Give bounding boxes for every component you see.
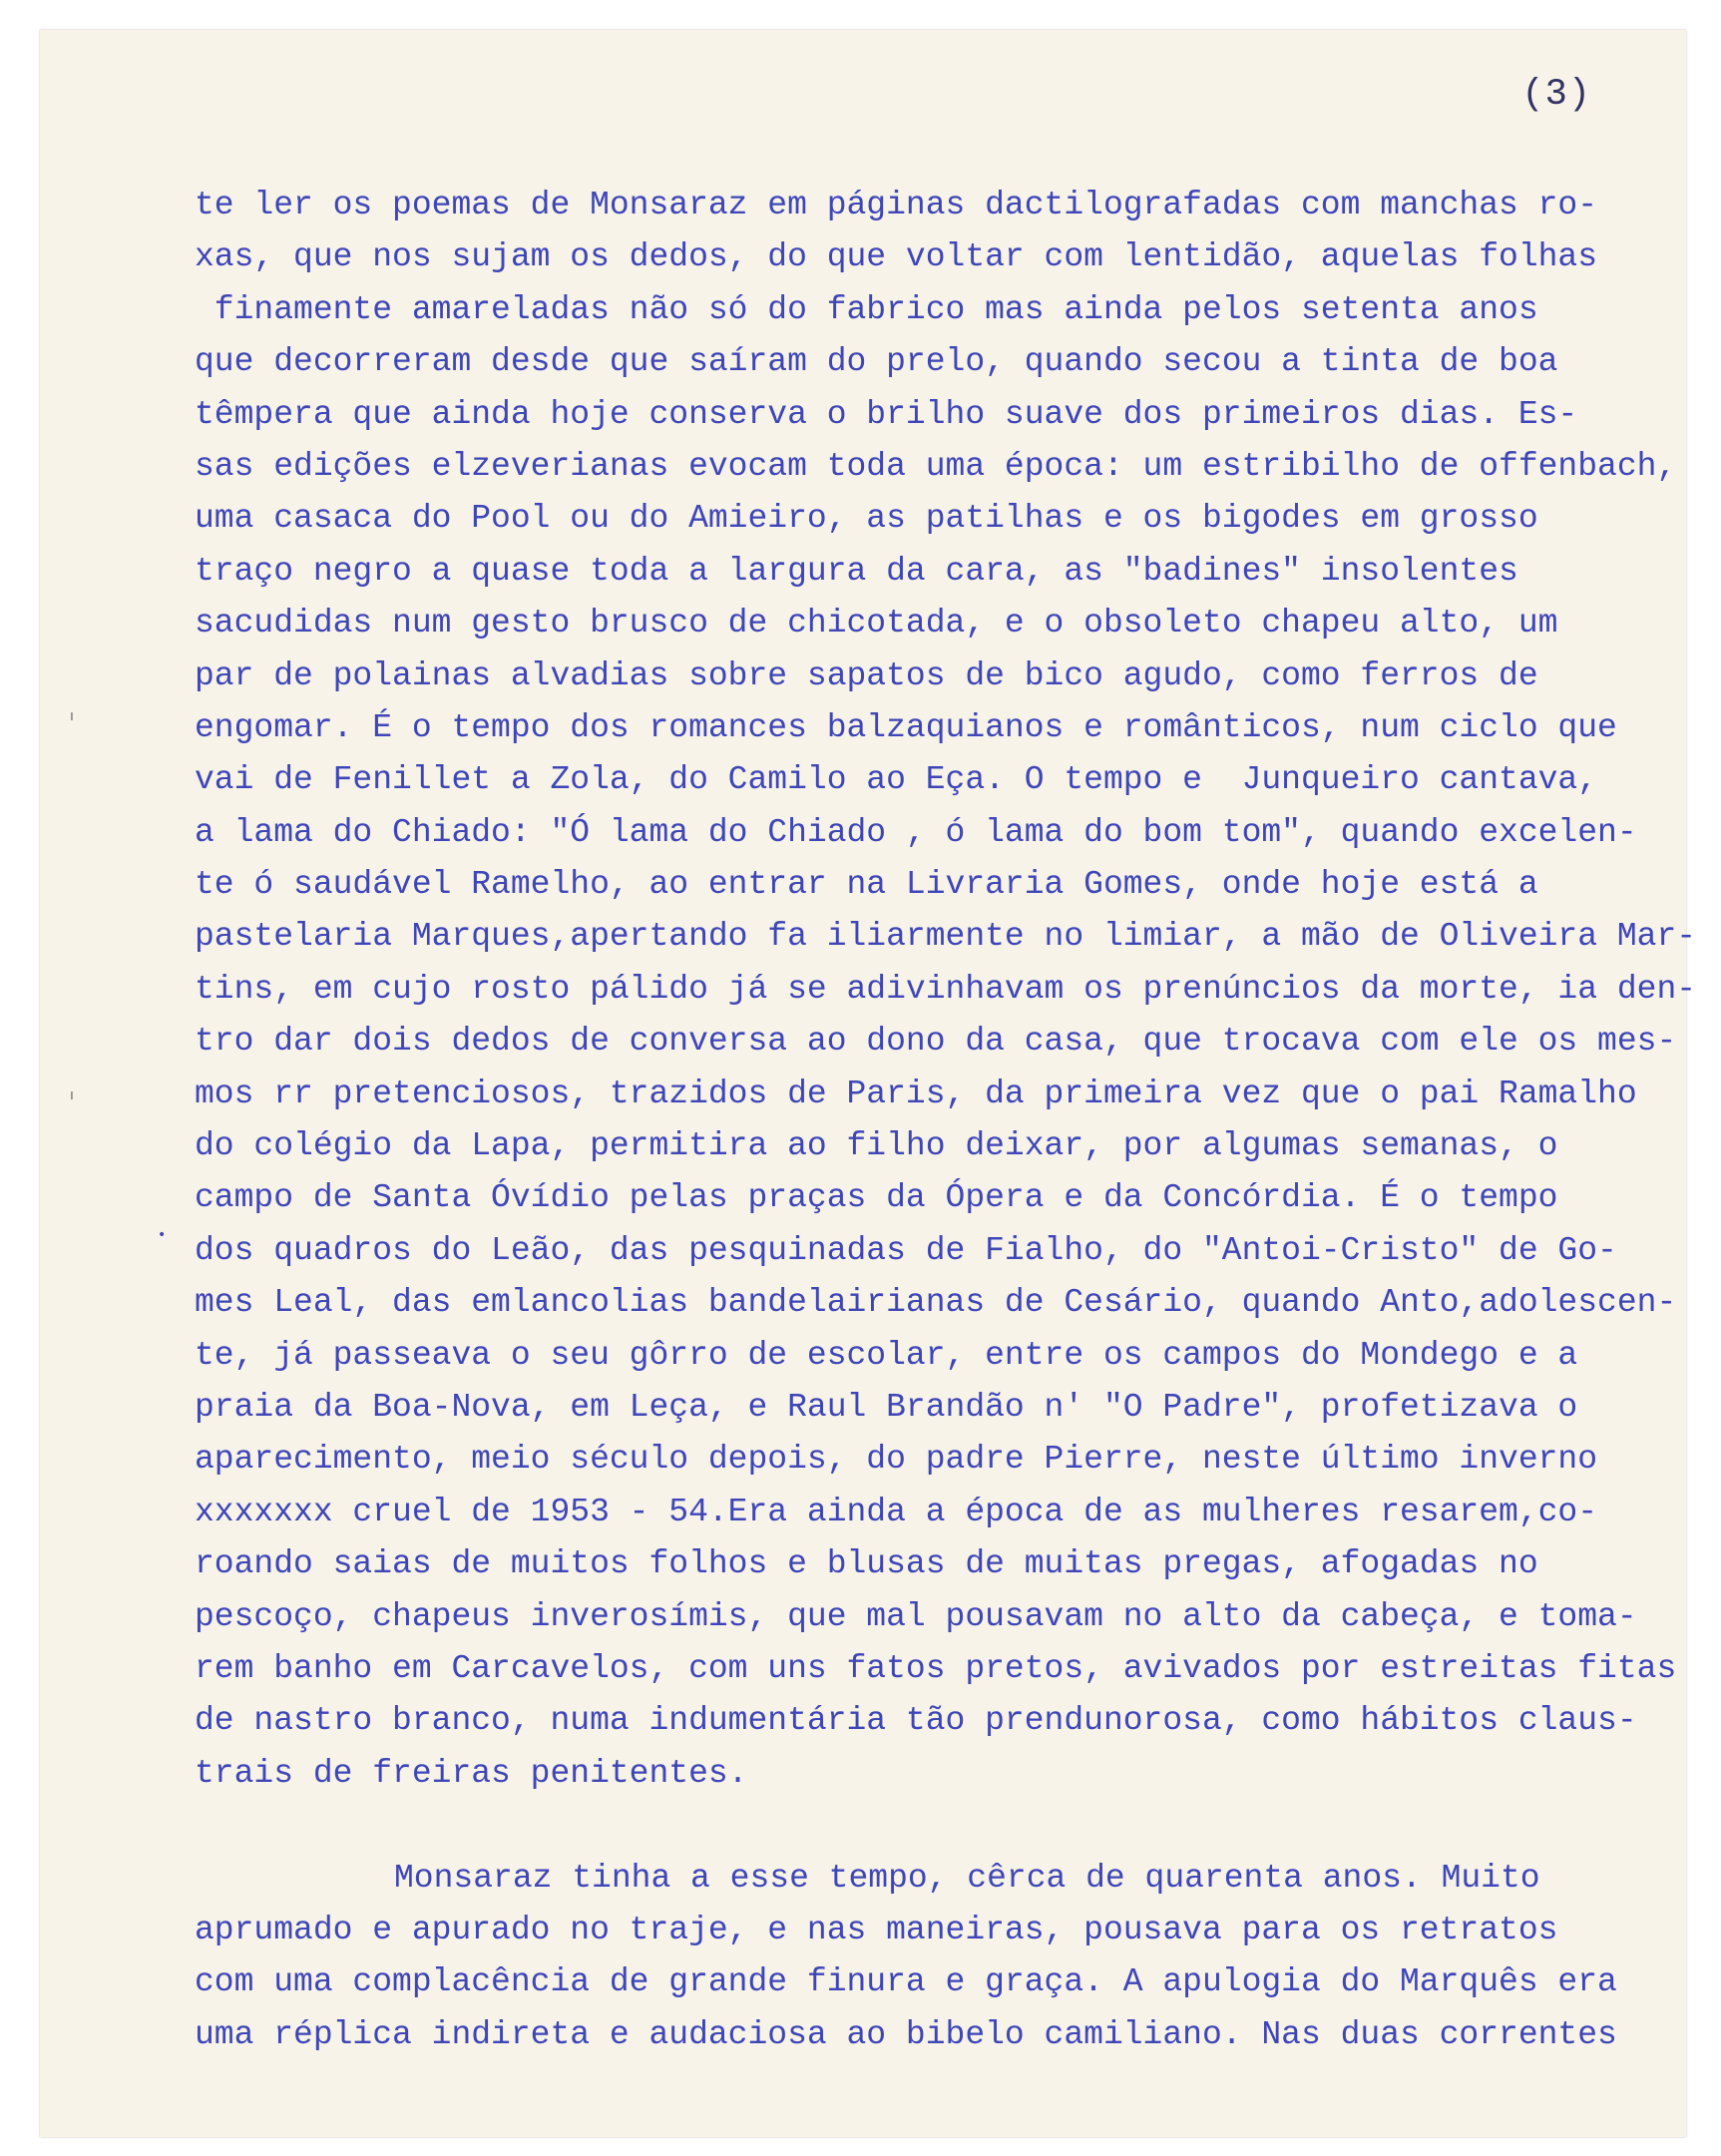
text-line: mos rr pretenciosos, trazidos de Paris, da primeira vez que o pai Ramalho (195, 1075, 1637, 1112)
text-line: uma casaca do Pool ou do Amieiro, as patilhas e os bigodes em grosso (195, 500, 1538, 538)
margin-mark: • (158, 1227, 167, 1243)
paragraph-2 (195, 1853, 1711, 2062)
text-line: xas, que nos sujam os dedos, do que voltar com lentidão, aquelas folhas (195, 238, 1598, 276)
text-line: que decorreram desde que saíram do prelo, quando secou a tinta de boa (195, 343, 1558, 381)
page-number: (3) (1521, 74, 1591, 116)
text-line: aprumado e apurado no traje, e nas maneiras, pousava para os retratos (195, 1911, 1558, 1948)
paragraph-break (195, 1800, 1711, 1852)
text-line: roando saias de muitos folhos e blusas de muitas pregas, afogadas no (195, 1545, 1538, 1583)
text-line: vai de Fenillet a Zola, do Camilo ao Eça. O tempo e Junqueiro cantava, (195, 761, 1598, 799)
text-line: finamente amareladas não só do fabrico mas ainda pelos setenta anos (195, 290, 1538, 328)
text-line: tro dar dois dedos de conversa ao dono da casa, que trocava com ele os mes- (195, 1023, 1677, 1061)
text-line: têmpera que ainda hoje conserva o brilho suave dos primeiros dias. Es- (195, 395, 1578, 433)
margin-mark: ı (70, 1087, 74, 1103)
text-line: campo de Santa Óvídio pelas praças da Ópera e da Concórdia. É o tempo (195, 1179, 1558, 1217)
text-line: te, já passeava o seu gôrro de escolar, entre os campos do Mondego e a (195, 1336, 1578, 1374)
paragraph-1 (195, 180, 1711, 1800)
text-line: de nastro branco, numa indumentária tão prendunorosa, como hábitos claus- (195, 1702, 1637, 1740)
text-line: sacudidas num gesto brusco de chicotada, e o obsoleto chapeu alto, um (195, 605, 1558, 643)
text-line: rem banho em Carcavelos, com uns fatos pretos, avivados por estreitas fitas (195, 1649, 1677, 1687)
margin-mark: ı (70, 708, 74, 724)
text-line: a lama do Chiado: "Ó lama do Chiado , ó lama do bom tom", quando excelen- (195, 813, 1637, 851)
text-line: te ler os poemas de Monsaraz em páginas dactilografadas com manchas ro- (195, 187, 1598, 223)
text-line: sas edições elzeverianas evocam toda uma época: um estribilho de offenbach, (195, 447, 1677, 485)
text-line: mes Leal, das emlancolias bandelairianas de Cesário, quando Anto,adolescen- (195, 1284, 1677, 1322)
text-line: pastelaria Marques,apertando fa iliarmente no limiar, a mão de Oliveira Mar- (195, 918, 1697, 956)
text-line: dos quadros do Leão, das pesquinadas de Fialho, do "Antoi-Cristo" de Go- (195, 1231, 1617, 1269)
text-line: Monsaraz tinha a esse tempo, cêrca de quarenta anos. Muito (394, 1859, 1540, 1897)
text-line: tins, em cujo rosto pálido já se adivinhavam os prenúncios da morte, ia den- (195, 970, 1697, 1008)
text-line: com uma complacência de grande finura e graça. A apulogia do Marquês era (195, 1963, 1617, 2001)
text-line: traço negro a quase toda a largura da cara, as "badines" insolentes (195, 552, 1518, 590)
text-line: trais de freiras penitentes. (195, 1754, 748, 1792)
text-line: pescoço, chapeus inverosímis, que mal pousavam no alto da cabeça, e toma- (195, 1597, 1637, 1635)
text-line: praia da Boa-Nova, em Leça, e Raul Brandão n' "O Padre", profetizava o (195, 1388, 1578, 1426)
typewritten-page (40, 30, 1697, 2137)
text-line: do colégio da Lapa, permitira ao filho deixar, por algumas semanas, o (195, 1127, 1558, 1165)
text-line: engomar. É o tempo dos romances balzaquianos e românticos, num ciclo que (195, 708, 1617, 746)
text-line: te ó saudável Ramelho, ao entrar na Livraria Gomes, onde hoje está a (195, 866, 1538, 904)
text-line: xxxxxxx cruel de 1953 - 54.Era ainda a época de as mulheres resarem,co- (195, 1493, 1598, 1530)
body-text (195, 180, 1711, 2061)
text-line: par de polainas alvadias sobre sapatos de bico agudo, como ferros de (195, 656, 1538, 694)
text-line: uma réplica indireta e audaciosa ao bibelo camiliano. Nas duas correntes (195, 2015, 1617, 2053)
text-line: aparecimento, meio século depois, do padre Pierre, neste último inverno (195, 1441, 1598, 1479)
